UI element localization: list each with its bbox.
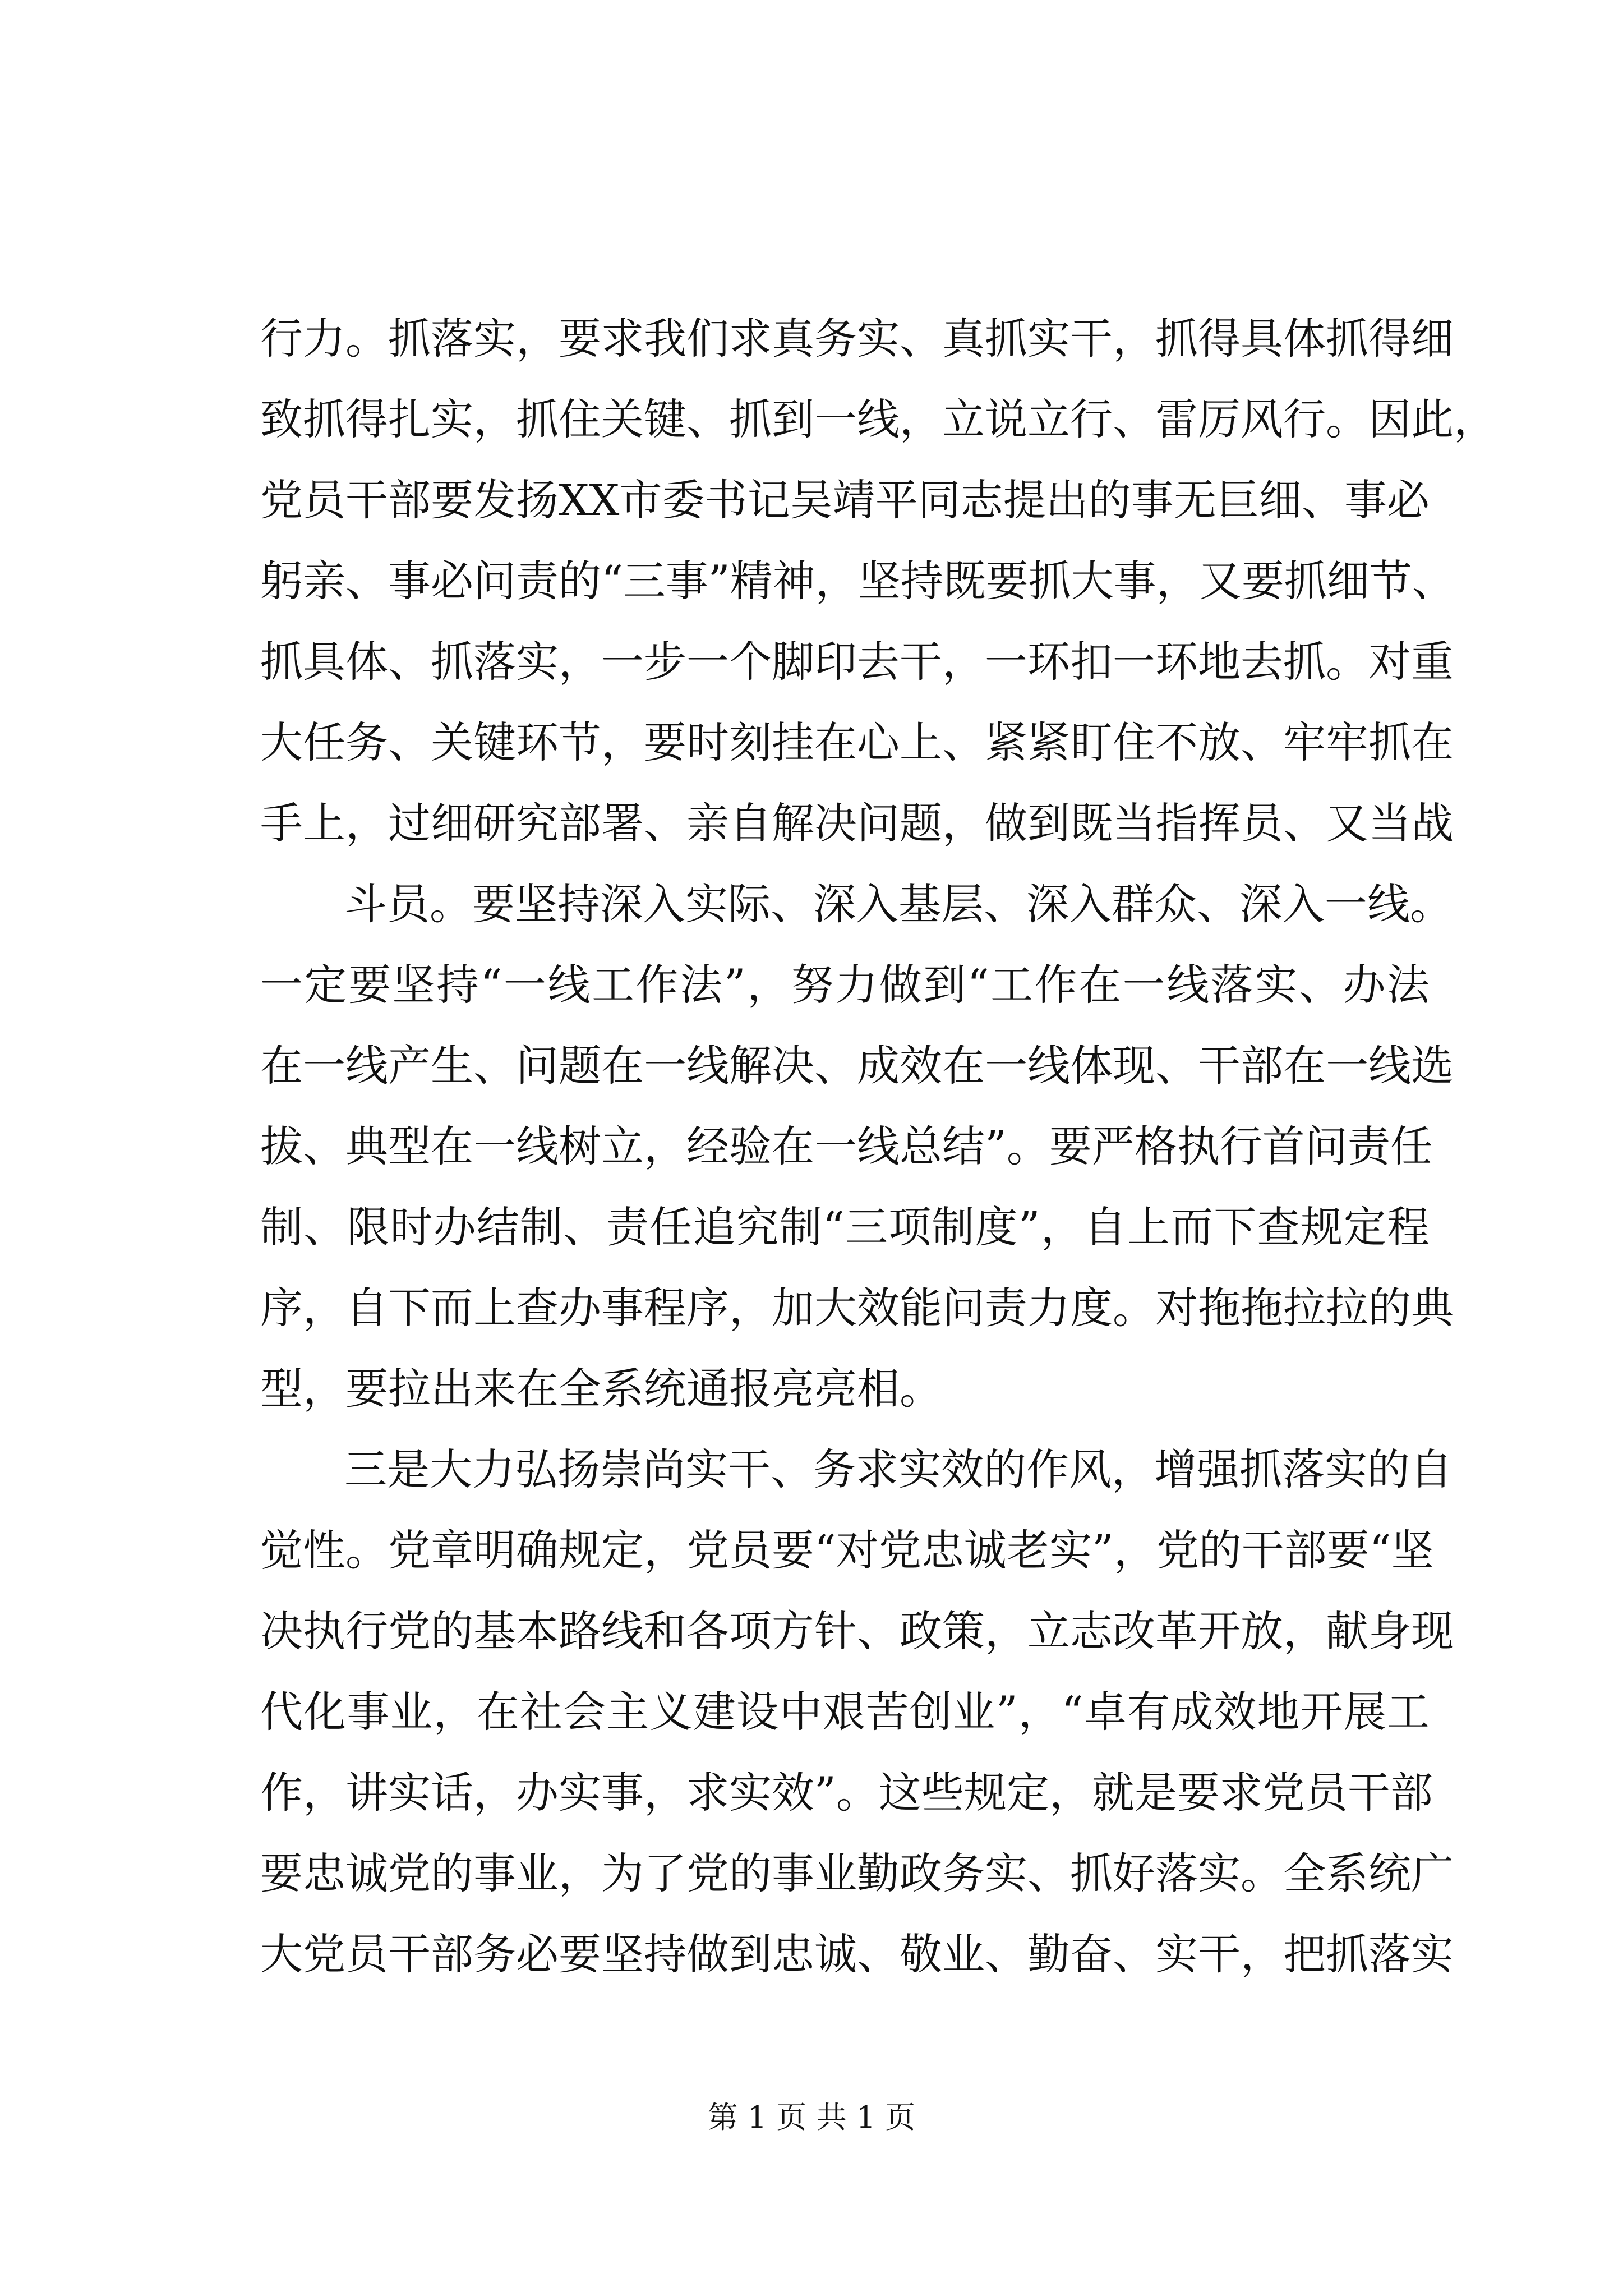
text-line: 党员干部要发扬XX市委书记吴靖平同志提出的事无巨细、事必 [260,475,1430,525]
text-line: 型，要拉出来在全系统通报亮亮相。 [260,1364,942,1414]
text-line: 代化事业，在社会主义建设中艰苦创业”，“卓有成效地开展工 [260,1687,1430,1737]
text-line: 手上，过细研究部署、亲自解决问题，做到既当指挥员、又当战 [260,798,1454,848]
text-line: 觉性。党章明确规定，党员要“对党忠诚老实”，党的干部要“坚 [260,1525,1434,1575]
text-line: 一定要坚持“一线工作法”，努力做到“工作在一线落实、办法 [260,960,1430,1010]
text-line: 拔、典型在一线树立，经验在一线总结”。要严格执行首问责任 [260,1121,1433,1171]
text-line: 序，自下而上查办事程序，加大效能问责力度。对拖拖拉拉的典 [260,1283,1454,1333]
page-number-footer: 第 1 页 共 1 页 [707,2100,916,2135]
text-line: 要忠诚党的事业，为了党的事业勤政务实、抓好落实。全系统广 [260,1848,1454,1898]
text-line: 大党员干部务必要坚持做到忠诚、敬业、勤奋、实干，把抓落实 [260,1929,1454,1979]
text-line: 行力。抓落实，要求我们求真务实、真抓实干，抓得具体抓得细 [260,314,1454,364]
text-line: 在一线产生、问题在一线解决、成效在一线体现、干部在一线选 [260,1041,1454,1091]
text-line: 致抓得扎实，抓住关键、抓到一线，立说立行、雷厉风行。因此， [260,394,1496,444]
body-text [260,298,1496,1995]
text-line: 躬亲、事必问责的“三事”精神，坚持既要抓大事，又要抓细节、 [260,556,1455,606]
text-line: 决执行党的基本路线和各项方针、政策，立志改革开放，献身现 [260,1606,1454,1656]
text-line: 作，讲实话，办实事，求实效”。这些规定，就是要求党员干部 [260,1768,1433,1818]
text-line: 抓具体、抓落实，一步一个脚印去干，一环扣一环地去抓。对重 [260,637,1454,687]
text-line: 大任务、关键环节，要时刻挂在心上、紧紧盯住不放、牢牢抓在 [260,717,1454,767]
text-line: 三是大力弘扬崇尚实干、务求实效的作风，增强抓落实的自 [344,1444,1453,1494]
text-line: 制、限时办结制、责任追究制“三项制度”，自上而下查规定程 [260,1202,1430,1252]
text-line: 斗员。要坚持深入实际、深入基层、深入群众、深入一线。 [344,879,1453,929]
